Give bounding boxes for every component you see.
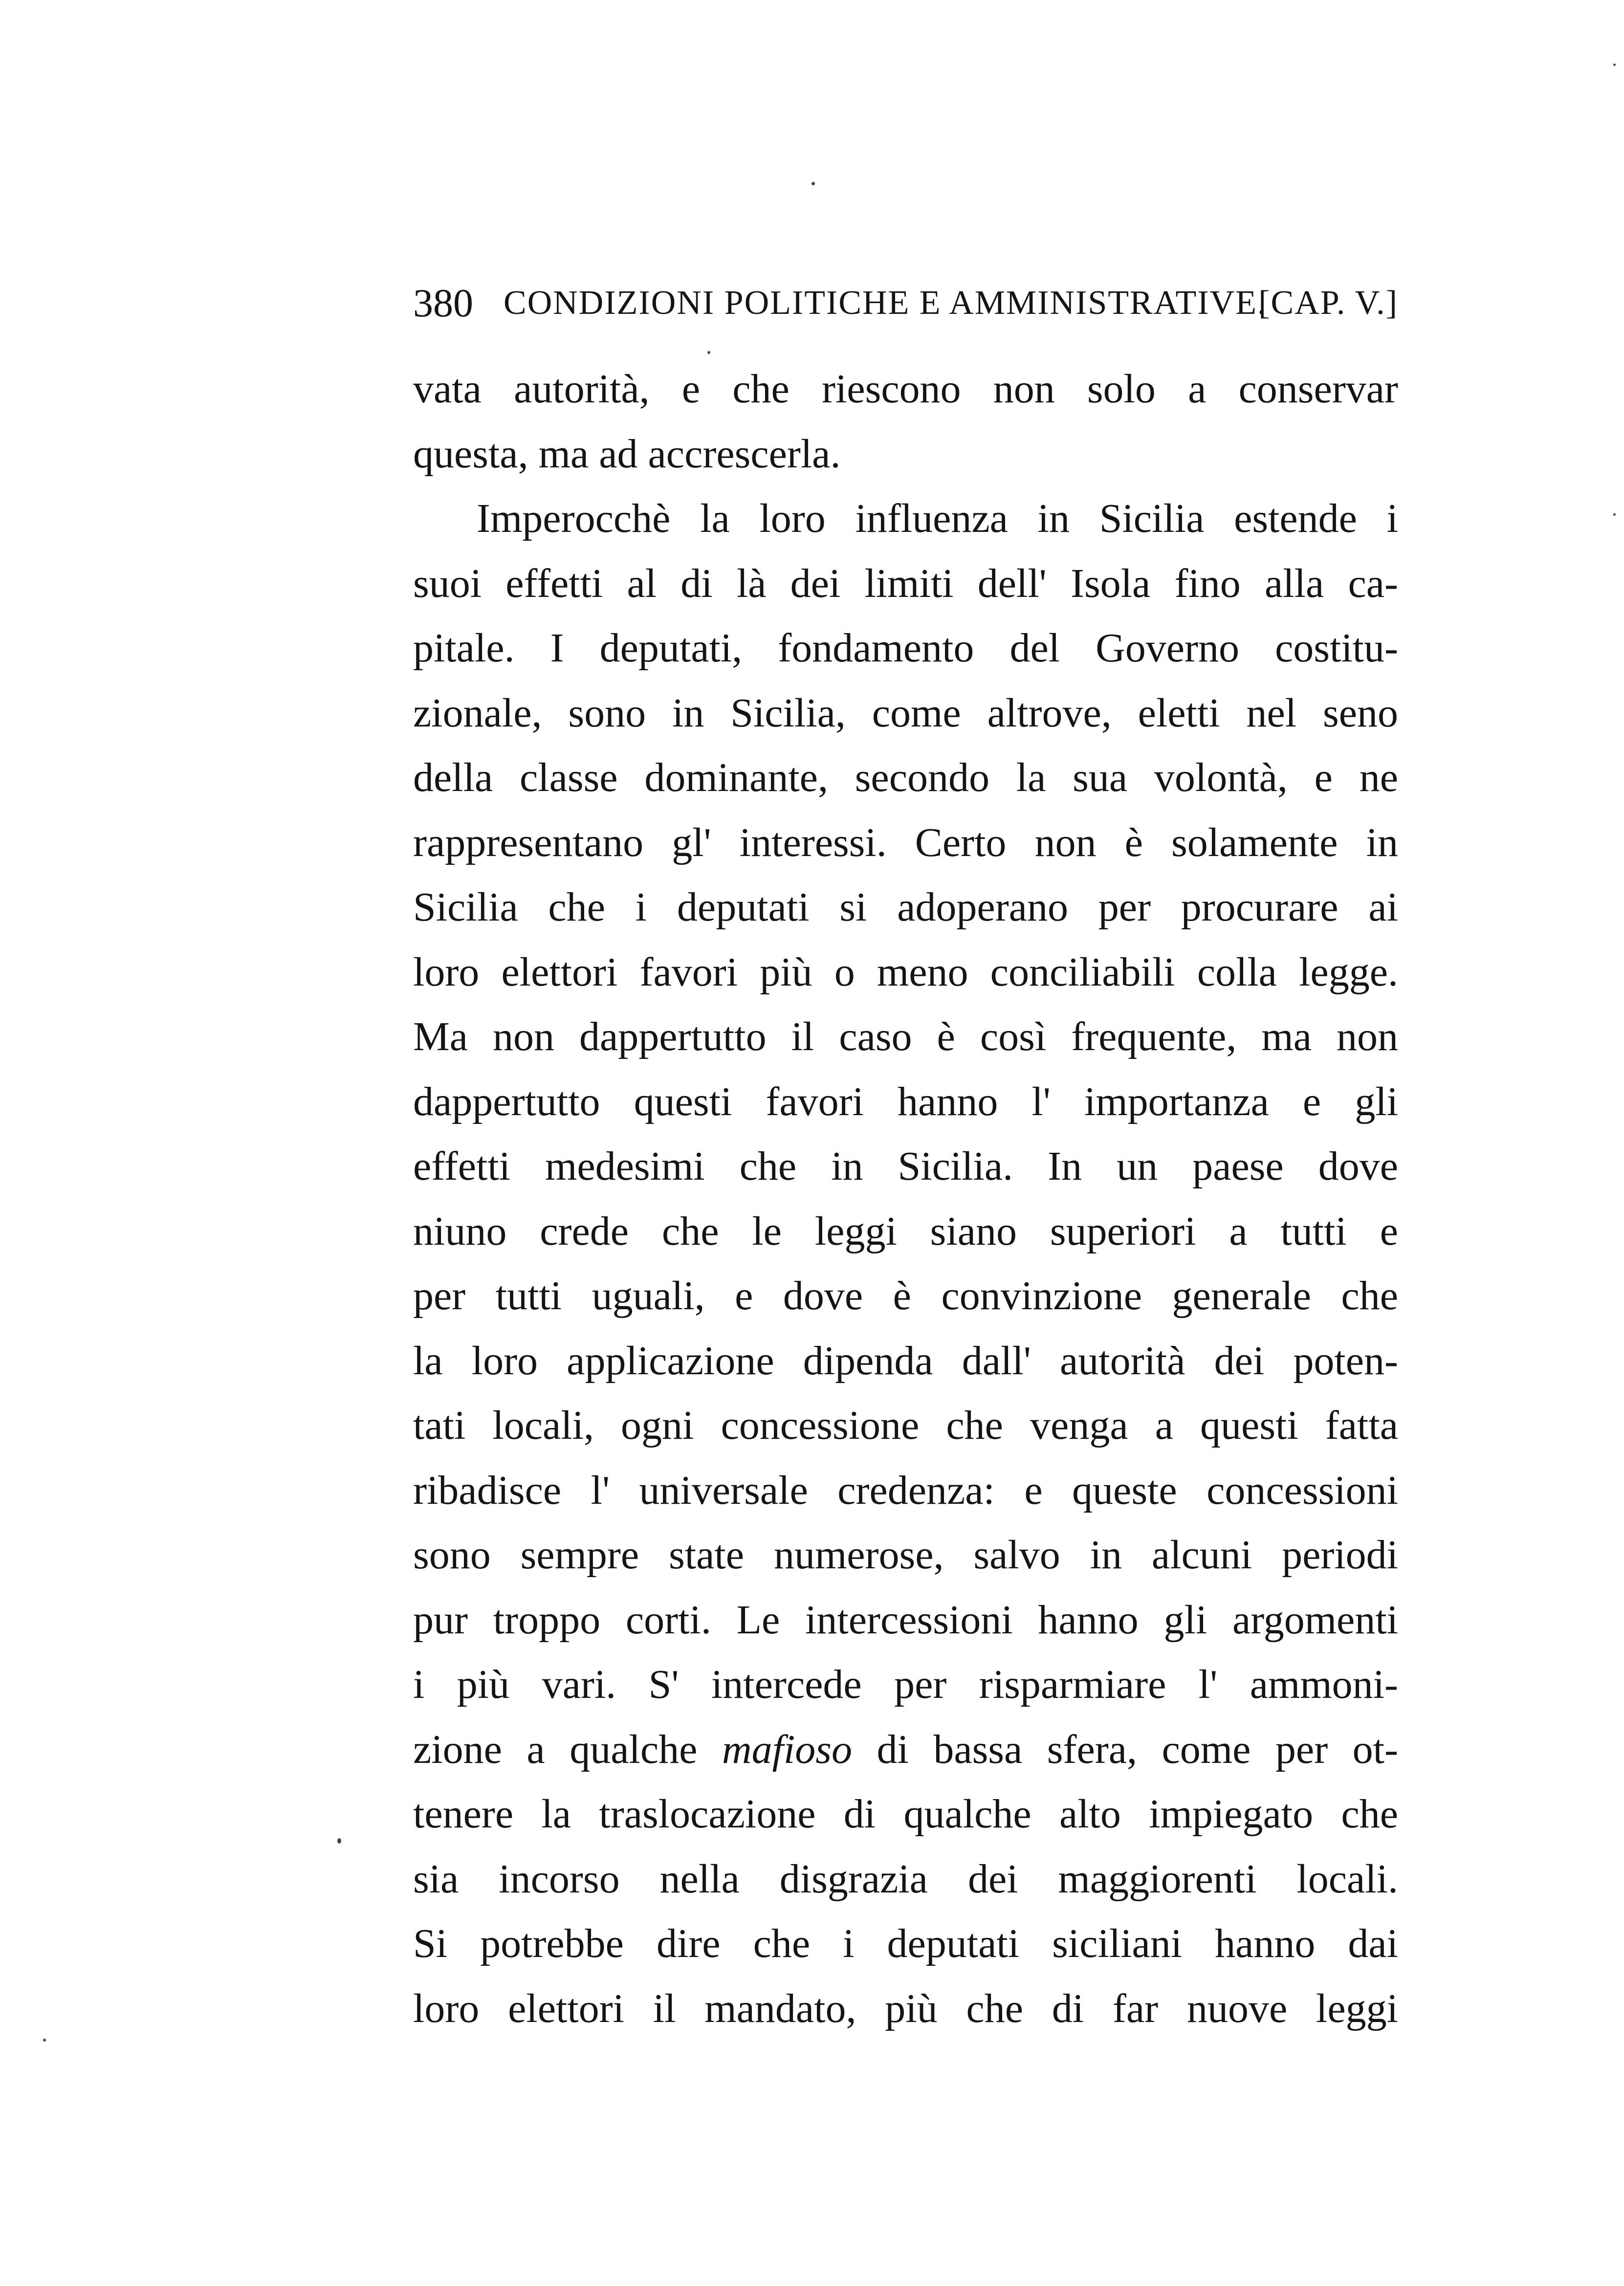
page-number: 380 [413, 281, 473, 325]
running-head [413, 274, 1398, 332]
text-line: loro elettori il mandato, più che di far nuove leggi [413, 1985, 1398, 2031]
paper-speck [1613, 64, 1616, 66]
text-line: loro elettori favori più o meno conciliabili colla legge. [413, 949, 1398, 995]
text-line: dappertutto questi favori hanno l' importanza e gli [413, 1078, 1398, 1124]
text-line: Sicilia che i deputati si adoperano per procurare ai [413, 884, 1398, 930]
text-line: ribadisce l' universale credenza: e queste concessioni [413, 1467, 1398, 1513]
text-line: suoi effetti al di là dei limiti dell' Isola fino alla ca- [413, 560, 1398, 606]
text-line: zionale, sono in Sicilia, come altrove, eletti nel seno [413, 690, 1398, 736]
text-line: pitale. I deputati, fondamento del Governo costitu- [413, 625, 1398, 671]
text-line: Si potrebbe dire che i deputati siciliani hanno dai [413, 1921, 1398, 1966]
text-line: la loro applicazione dipenda dall' autorità dei poten- [413, 1338, 1398, 1384]
text-line: per tutti uguali, e dove è convinzione generale che [413, 1273, 1398, 1319]
paper-speck [707, 351, 710, 354]
body-text [413, 357, 1398, 2041]
text-line: Ma non dappertutto il caso è così frequente, ma non [413, 1014, 1398, 1059]
text-line: pur troppo corti. Le intercessioni hanno gli argomenti [413, 1597, 1398, 1643]
chapter-label: [CAP. V.] [1258, 284, 1398, 322]
paper-speck [43, 2039, 46, 2042]
paragraph-start-line: Imperocchè la loro influenza in Sicilia estende i [477, 496, 1398, 541]
text-line-with-italic [413, 1717, 1398, 1782]
text-line: vata autorità, e che riescono non solo a conservar [413, 366, 1398, 412]
running-title: CONDIZIONI POLITICHE E AMMINISTRATIVE. [504, 284, 1267, 322]
paper-speck [1613, 513, 1616, 516]
text-line: tati locali, ogni concessione che venga a questi fatta [413, 1403, 1398, 1448]
italic-word: mafioso [722, 1726, 852, 1772]
paper-speck [812, 182, 815, 185]
text-line: sia incorso nella disgrazia dei maggiorenti locali. [413, 1856, 1398, 1902]
paper-speck [337, 1838, 341, 1844]
text-line: questa, ma ad accrescerla. [413, 431, 841, 477]
text-line: tenere la traslocazione di qualche alto impiegato che [413, 1791, 1398, 1837]
text-line: niuno crede che le leggi siano superiori a tutti e [413, 1208, 1398, 1254]
text-line: effetti medesimi che in Sicilia. In un paese dove [413, 1143, 1398, 1189]
text-line: della classe dominante, secondo la sua volontà, e ne [413, 755, 1398, 800]
text-line: rappresentano gl' interessi. Certo non è solamente in [413, 819, 1398, 865]
text-line: i più vari. S' intercede per risparmiare l' ammoni- [413, 1662, 1398, 1707]
text-segment: zione a qualche [413, 1726, 698, 1772]
text-segment: di bassa sfera, come per ot- [877, 1726, 1398, 1772]
text-line: sono sempre state numerose, salvo in alcuni periodi [413, 1532, 1398, 1578]
